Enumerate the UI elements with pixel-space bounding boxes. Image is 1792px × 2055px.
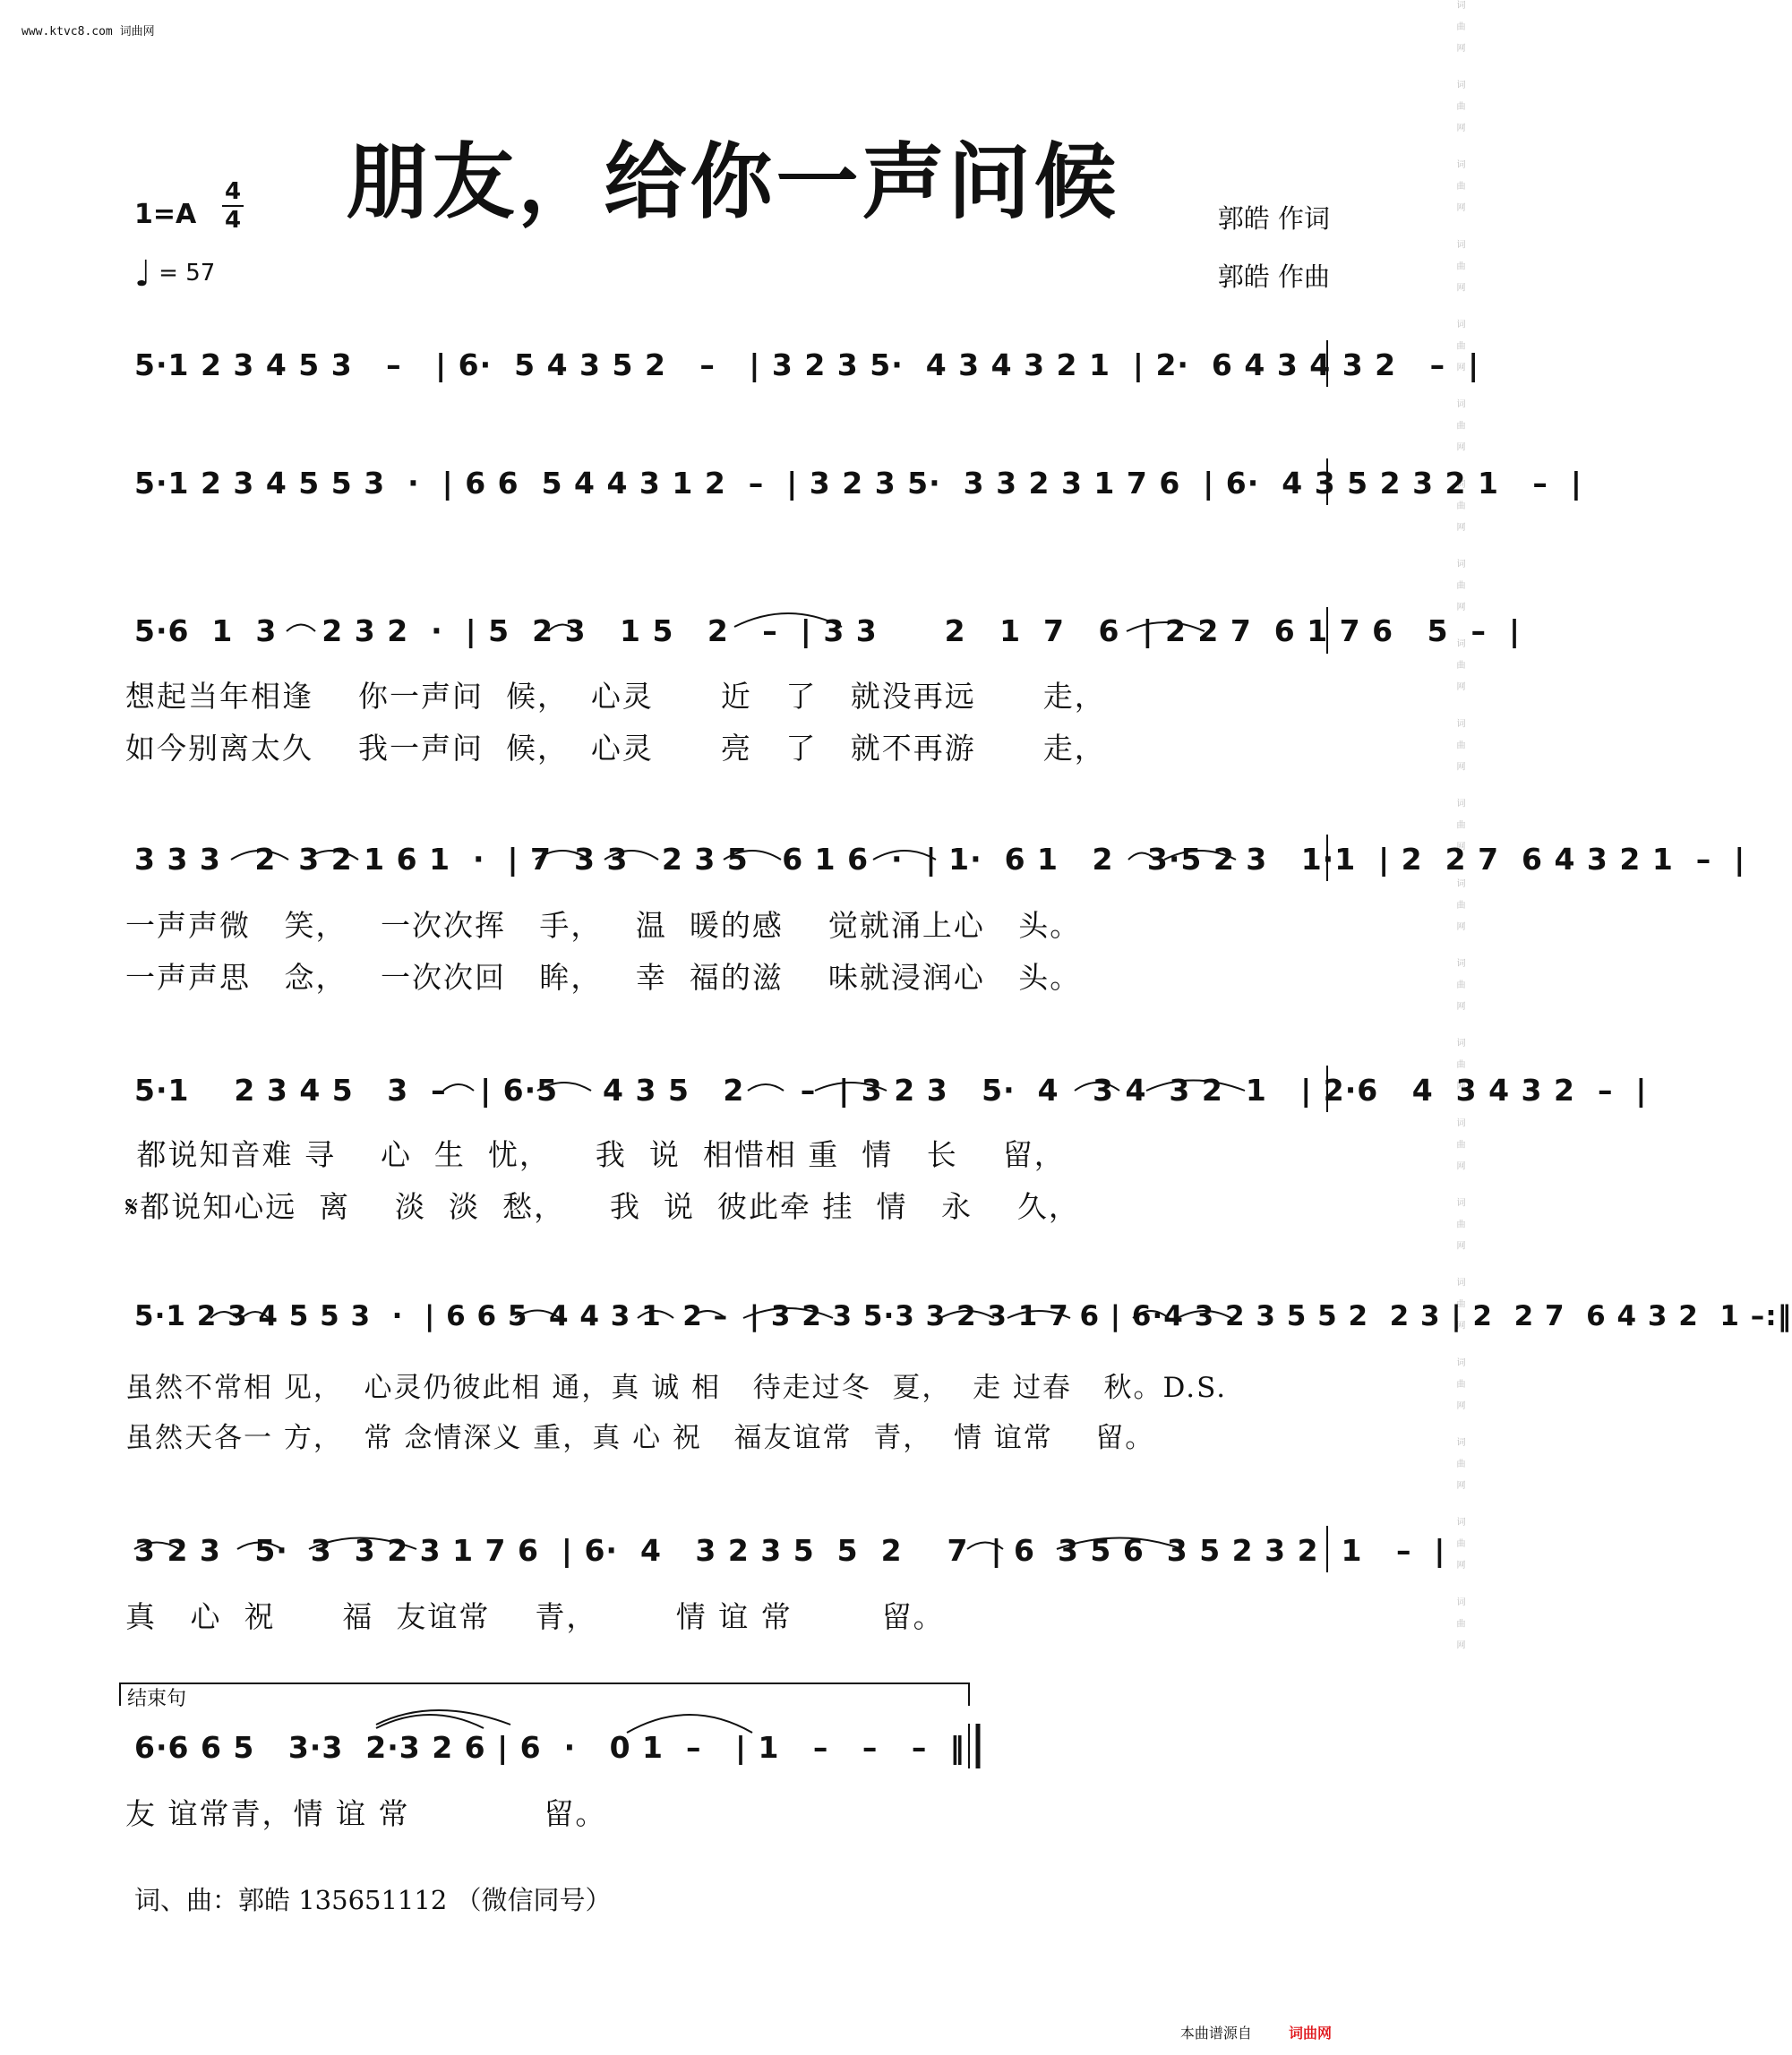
key-signature: 1=A <box>134 199 197 230</box>
lyric-row-4-verse-2: 一声声思 念， 一次次回 眸， 幸 福的滋 味就浸润心 头。 <box>125 960 1082 995</box>
composer-credit: 郭皓 作曲 <box>1217 261 1330 292</box>
notation-row-5: 5·1 2 3 4 5 3 – | 6·5 4 3 5 2 – | 3 2 3 5· 4 3 4 3 2 1 | 2·6 4 3 4 3 2 – | <box>134 1073 1648 1108</box>
time-top: 4 <box>224 178 242 205</box>
notation-row-7: 3 2 3 5· 3 3 2 3 1 7 6 | 6· 4 3 2 3 5 5 2 7 | 6 3 5 6 3 5 2 3 2 1 – | <box>134 1533 1446 1568</box>
notation-row-6: 5·1 2 3 4 5 5 3 · | 6 6 5 4 4 3 1 2 – | 3 2 3 5·3 3 2 3 1 7 6 | 6·4 3 2 3 5 5 2 2 3 | 2 2 7 6 4 3 2 1 –:‖ <box>134 1300 1792 1332</box>
footer-credit: 词、曲：郭皓 135651112 （微信同号） <box>134 1885 612 1915</box>
notation-row-8: 6·6 6 5 3·3 2·3 2 6 | 6 · 0 1 – | 1 – – – ‖ <box>134 1730 965 1765</box>
coda-label: 结束句 <box>127 1688 187 1710</box>
notation-row-1: 5·1 2 3 4 5 3 – | 6· 5 4 3 5 2 – | 3 2 3 5· 4 3 4 3 2 1 | 2· 6 4 3 4 3 2 – | <box>134 347 1480 382</box>
lyric-row-8-verse-1: 友 谊常青，情 谊 常 留。 <box>125 1796 607 1831</box>
song-title: 朋友，给你一声问候 <box>346 134 1120 230</box>
lyric-row-7-verse-1: 真 心 祝 福 友谊常 青， 情 谊 常 留。 <box>125 1599 945 1634</box>
source-label: 本曲谱源自 <box>1179 2025 1252 2042</box>
source-brand[interactable]: 词曲网 <box>1288 2025 1332 2042</box>
notation-row-4: 3 3 3 2 3 2 1 6 1 · | 7 3 3 2 3 5 6 1 6 · | 1· 6 1 2 3·5 2 3 1·1 | 2 2 7 6 4 3 2 1 – | <box>134 842 1746 877</box>
side-watermark-strip: 词曲网 词曲网 词曲网 词曲网 词曲网 词曲网 词曲网 词曲网 词曲网 词曲网 词曲网 词曲网 词曲网 词曲网 词曲网 词曲网 词曲网 词曲网 词曲网 词曲网 词曲网 <box>1454 0 1464 1662</box>
site-watermark: www.ktvc8.com 词曲网 <box>21 25 155 39</box>
notation-row-3: 5·6 1 3 2 3 2 · | 5 2 3 1 5 2 – | 3 3 2 1 7 6 | 2 2 7 6 1 7 6 5 – | <box>134 613 1522 648</box>
time-bottom: 4 <box>224 207 242 234</box>
lyric-row-5-verse-1: 都说知音难 寻 心 生 忧， 我 说 相惜相 重 情 长 留， <box>125 1137 1066 1172</box>
source-note <box>1180 2022 1332 2042</box>
lyric-row-6-verse-2: 虽然天各一 方， 常 念情深义 重，真 心 祝 福友谊常 青， 情 谊常 留。 <box>125 1422 1155 1454</box>
lyric-row-3-verse-2: 如今别离太久 我一声问 候， 心灵 亮 了 就不再游 走， <box>125 731 1106 766</box>
lyricist-credit: 郭皓 作词 <box>1217 203 1330 234</box>
lyric-row-5-verse-2: 𝄋都说知心远 离 淡 淡 愁， 我 说 彼此牵 挂 情 永 久， <box>125 1189 1080 1224</box>
lyric-row-4-verse-1: 一声声微 笑， 一次次挥 手， 温 暖的感 觉就涌上心 头。 <box>125 908 1082 943</box>
quarter-note-icon: ♩ <box>134 253 151 295</box>
lyric-row-6-verse-1: 虽然不常相 见， 心灵仍彼此相 通，真 诚 相 待走过冬 夏， 走 过春 秋。D.S. <box>125 1372 1228 1404</box>
notation-row-2: 5·1 2 3 4 5 5 3 · | 6 6 5 4 4 3 1 2 – | 3 2 3 5· 3 3 2 3 1 7 6 | 6· 4 3 5 2 3 2 1 – | <box>134 466 1582 501</box>
lyric-row-3-verse-1: 想起当年相逢 你一声问 候， 心灵 近 了 就没再远 走， <box>125 679 1106 714</box>
tempo-value: = 57 <box>159 260 216 287</box>
